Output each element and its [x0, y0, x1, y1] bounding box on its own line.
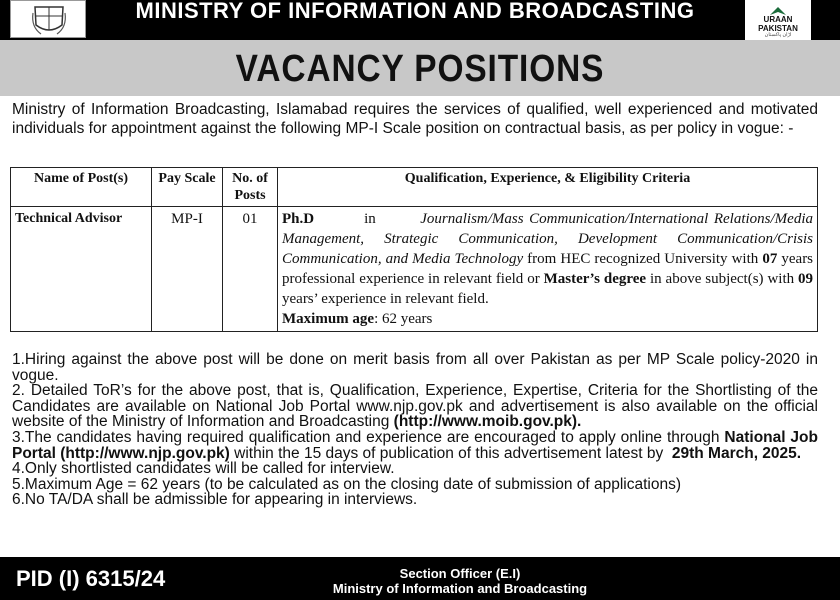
max-age-label: Maximum age [282, 311, 375, 327]
post-name: Technical Advisor [11, 207, 152, 332]
vacancy-banner [0, 40, 840, 96]
criteria-cell: Ph.D in Journalism/Mass Communication/International Relations/Media Management, Strategic Communication, Development Communication/Crisis Communication, and Media Technology from HEC recognized University with 07 years professional experience in relevant field or Master’s degree in above subject(s) with 09 years’ experience in relevant field. Maximum age: 62 years [278, 207, 818, 332]
note-3: 3.The candidates having required qualification and experience are encouraged to apply online through National Job Portal (http://www.njp.gov.pk) within the 15 days of publication of this advertisement latest by 29th March, 2025. [12, 428, 818, 462]
note-6: 6.No TA/DA shall be admissible for appearing in interviews. [12, 491, 418, 509]
ministry-title: MINISTRY OF INFORMATION AND BROADCASTING [135, 0, 695, 23]
table-header-row [11, 168, 818, 207]
posts-count: 01 [223, 207, 278, 332]
deadline-date: 29th March, 2025. [671, 444, 802, 462]
state-emblem [10, 0, 86, 38]
uraan-wordmark: URAAN PAKISTAN [758, 15, 798, 33]
experience-years-2: 09 [798, 271, 814, 287]
notes-list [12, 352, 818, 508]
table-row [11, 207, 818, 332]
header-no-of-posts: No. of Posts [223, 168, 278, 207]
uraan-pakistan-logo [745, 0, 811, 40]
experience-years-1: 07 [762, 251, 778, 267]
note-1: 1.Hiring against the above post will be done on merit basis from all over Pakistan as per MP Scale policy-2020 in vogue. [12, 351, 818, 384]
footer-bar [0, 557, 840, 600]
degree: Ph.D [282, 211, 315, 227]
note-5: 5.Maximum Age = 62 years (to be calculated as on the closing date of submission of applications) [12, 475, 682, 493]
header-name-of-posts: Name of Post(s) [11, 168, 152, 207]
signoff-block [250, 566, 670, 596]
vacancy-table [10, 167, 818, 332]
njp-link: National Job Portal (http://www.njp.gov.pk) [12, 428, 818, 462]
page-title: VACANCY POSITIONS [235, 48, 605, 90]
note-2: 2. Detailed ToR’s for the above post, that is, Qualification, Experience, Expertise, Criteria for the Shortlisting of the Candidates are available on National Job Portal www.njp.gov.pk and advertisement is also available on the official website of the Ministry of Information and Broadcasting (http://www.moib.gov.pk). [12, 382, 818, 431]
fields-of-study: Journalism/Mass Communication/International Relations/Media Management, Strategic Communication, Development Communication/Crisis Communication, and Media Technology [282, 211, 814, 267]
max-age-value: : 62 years [374, 311, 433, 327]
note-4: 4.Only shortlisted candidates will be called for interview. [12, 460, 395, 478]
header-bar [0, 0, 840, 40]
pid-number: PID (I) 6315/24 [16, 566, 166, 591]
header-criteria: Qualification, Experience, & Eligibility Criteria [278, 168, 818, 207]
masters-degree: Master’s degree [543, 271, 647, 287]
intro-paragraph: Ministry of Information Broadcasting, Islamabad requires the services of qualified, well experienced and motivated individuals for appointment against the following MP-I Scale position on contractual basis, as per policy in vogue: - [12, 101, 818, 137]
uraan-urdu-line: اڑان پاکستان [764, 32, 792, 38]
pay-scale: MP-I [152, 207, 223, 332]
emblem-icon [29, 3, 69, 37]
header-pay-scale: Pay Scale [152, 168, 223, 207]
moib-link: (http://www.moib.gov.pk). [393, 413, 582, 431]
signoff-title: Section Officer (E.I) [399, 566, 521, 581]
signoff-ministry: Ministry of Information and Broadcasting [332, 581, 588, 596]
